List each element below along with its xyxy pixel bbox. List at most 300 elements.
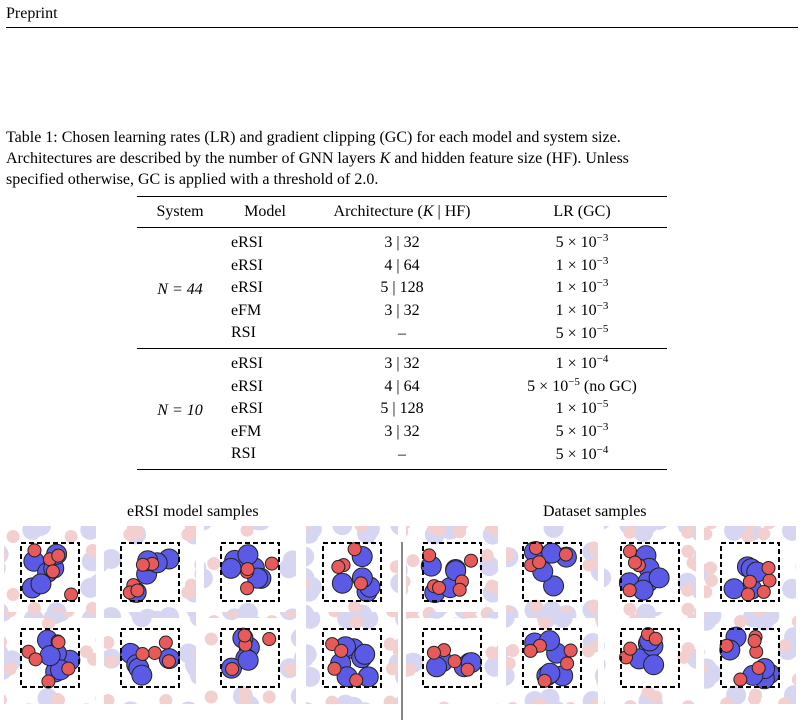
ghost-particle (699, 527, 712, 540)
ghost-particle (412, 524, 425, 532)
ghost-particle (180, 687, 193, 700)
small-particle (453, 583, 466, 596)
ghost-particle (707, 690, 720, 703)
left-figure-title: eRSI model samples (127, 503, 259, 520)
ghost-particle (692, 703, 705, 716)
ghost-particle (644, 713, 664, 724)
ghost-particle (369, 704, 382, 717)
ghost-particle (296, 577, 309, 590)
ghost-particle (694, 603, 707, 616)
ghost-particle (0, 646, 2, 666)
large-particle (332, 573, 352, 593)
ghost-particle (195, 524, 215, 526)
ghost-particle (519, 663, 532, 676)
ghost-particle (238, 708, 258, 724)
ghost-particle (297, 702, 317, 722)
ghost-particle (591, 524, 611, 530)
ghost-particle (701, 694, 721, 714)
ghost-particle (598, 689, 618, 709)
ghost-particle (104, 701, 124, 721)
ghost-particle (475, 620, 495, 640)
ghost-particle (104, 720, 124, 724)
ghost-particle (104, 623, 117, 636)
small-particle (465, 554, 478, 567)
ghost-particle (683, 617, 703, 637)
ghost-particle (619, 715, 632, 724)
ghost-particle (402, 697, 422, 717)
ghost-particle (131, 526, 144, 539)
ghost-particle (742, 530, 755, 543)
ghost-particle (0, 701, 8, 721)
ghost-particle (159, 578, 172, 591)
learning-rate-table (137, 196, 667, 470)
small-particle (757, 585, 770, 598)
ghost-particle (591, 556, 604, 569)
ghost-particle (397, 633, 410, 646)
ghost-particle (512, 715, 532, 724)
cell-model: eFM (231, 301, 262, 319)
ghost-particle (0, 718, 13, 724)
ghost-particle (60, 708, 80, 724)
ghost-particle (562, 593, 575, 606)
small-particle (265, 557, 278, 570)
small-particle (427, 646, 440, 659)
ghost-particle (90, 704, 103, 717)
ghost-particle (623, 603, 636, 616)
ghost-particle (624, 700, 637, 713)
ghost-particle (586, 655, 606, 675)
ghost-particle (697, 717, 717, 724)
caption-line-3: specified otherwise, GC is applied with a threshold of 2.0. (6, 171, 379, 188)
caption-line-1: Table 1: Chosen learning rates (LR) and gradient clipping (GC) for each model and system size. (6, 129, 621, 146)
ghost-particle (284, 662, 297, 675)
small-particle (423, 549, 436, 562)
ghost-particle (390, 713, 403, 724)
ghost-particle (427, 715, 447, 724)
ghost-particle (180, 629, 193, 642)
ghost-particle (513, 575, 526, 588)
ghost-particle (800, 588, 804, 601)
ghost-particle (582, 586, 595, 599)
large-particle (724, 579, 744, 599)
small-particle (649, 632, 662, 645)
ghost-particle (403, 595, 423, 615)
ghost-particle (704, 561, 717, 574)
small-particle (162, 655, 175, 668)
ghost-particle (480, 616, 493, 629)
small-particle (29, 653, 42, 666)
cell-lr: $1 \times 10^{-3}$ (555, 254, 609, 274)
ghost-particle (702, 713, 722, 724)
ghost-particle (104, 713, 117, 724)
ghost-particle (687, 707, 707, 724)
ghost-particle (605, 701, 625, 721)
ghost-particle (533, 697, 546, 710)
ghost-particle (538, 616, 551, 629)
ghost-particle (681, 545, 694, 558)
ghost-particle (566, 584, 579, 597)
ghost-particle (596, 674, 609, 687)
ghost-particle (335, 702, 348, 715)
ghost-particle (294, 568, 314, 588)
ghost-particle (187, 600, 207, 620)
ghost-particle (148, 704, 161, 717)
cell-lr: $5 \times 10^{-4}$ (555, 443, 609, 463)
cell-architecture: 3 | 32 (384, 355, 420, 373)
ghost-particle (454, 715, 474, 724)
cell-lr: $5 \times 10^{-5}$ (no GC) (527, 375, 637, 395)
ghost-particle (0, 577, 6, 590)
ghost-particle (800, 530, 804, 543)
ghost-particle (524, 586, 537, 599)
ghost-particle (206, 646, 219, 659)
small-particle (762, 561, 775, 574)
cell-model: eRSI (231, 377, 263, 395)
ghost-particle (207, 615, 220, 628)
small-particle (538, 674, 551, 687)
ghost-particle (485, 646, 498, 659)
ghost-particle (120, 720, 133, 724)
ghost-particle (698, 689, 718, 709)
small-particle (350, 674, 363, 687)
ghost-particle (682, 642, 695, 655)
small-particle (335, 644, 348, 657)
ghost-particle (410, 706, 430, 724)
ghost-particle (0, 636, 7, 649)
ghost-particle (162, 713, 175, 724)
ghost-particle (95, 572, 115, 592)
ghost-particle (183, 623, 196, 636)
ghost-particle (69, 713, 89, 724)
ghost-particle (720, 697, 733, 710)
ghost-particle (694, 661, 707, 674)
cell-system: N = 44 (157, 280, 203, 298)
ghost-particle (180, 708, 200, 724)
large-particle (132, 665, 152, 685)
ghost-particle (649, 690, 662, 703)
large-particle (238, 545, 258, 565)
ghost-particle (571, 707, 591, 724)
ghost-particle (80, 703, 93, 716)
ghost-particle (277, 702, 290, 715)
small-particle (448, 655, 461, 668)
ghost-particle (697, 640, 717, 660)
ghost-particle (4, 720, 17, 724)
ghost-particle (461, 595, 481, 615)
ghost-particle (7, 530, 20, 543)
ghost-particle (326, 696, 339, 709)
ghost-particle (750, 703, 763, 716)
ghost-particle (46, 701, 66, 721)
ghost-particle (778, 697, 791, 710)
ghost-particle (503, 715, 516, 724)
ghost-particle (413, 702, 433, 722)
ghost-particle (580, 524, 600, 534)
cell-lr: $5 \times 10^{-5}$ (555, 322, 609, 342)
ghost-particle (678, 709, 691, 722)
ghost-particle (120, 701, 140, 721)
ghost-particle (564, 702, 577, 715)
small-particle (354, 577, 367, 590)
small-particle (148, 646, 161, 659)
ghost-particle (0, 578, 7, 591)
ghost-particle (300, 667, 320, 687)
ghost-particle (752, 603, 765, 616)
ghost-particle (591, 697, 604, 710)
ghost-particle (390, 597, 403, 610)
cell-architecture: 4 | 64 (384, 256, 420, 274)
ghost-particle (696, 692, 716, 712)
ghost-particle (137, 524, 157, 526)
ghost-particle (98, 704, 118, 724)
ghost-particle (438, 702, 451, 715)
cell-lr: $5 \times 10^{-3}$ (555, 232, 609, 252)
ghost-particle (328, 604, 341, 617)
small-particle (348, 543, 361, 556)
ghost-particle (800, 524, 804, 541)
ghost-particle (724, 524, 744, 541)
ghost-particle (194, 616, 207, 629)
cell-lr: $1 \times 10^{-4}$ (555, 353, 609, 373)
ghost-particle (795, 557, 804, 577)
ghost-particle (352, 706, 372, 724)
small-particle (742, 588, 755, 601)
ghost-particle (582, 573, 602, 593)
ghost-particle (403, 663, 416, 676)
small-particle (238, 629, 251, 642)
ghost-particle (185, 713, 205, 724)
small-particle (524, 644, 537, 657)
ghost-particle (187, 716, 207, 724)
ghost-particle (205, 691, 218, 704)
small-particle (131, 584, 144, 597)
ghost-particle (691, 689, 704, 702)
ghost-particle (799, 617, 804, 637)
ghost-particle (403, 605, 416, 618)
ghost-particle (778, 639, 791, 652)
right-figure-title: Dataset samples (543, 503, 647, 520)
header-model: Model (244, 203, 286, 220)
ghost-particle (466, 702, 479, 715)
ghost-particle (748, 692, 761, 705)
ghost-particle (187, 658, 207, 678)
ghost-particle (277, 579, 297, 599)
cell-model: eFM (231, 422, 262, 440)
ghost-particle (629, 707, 649, 724)
ghost-particle (427, 704, 440, 717)
cell-architecture: 3 | 32 (384, 423, 420, 441)
ghost-particle (461, 711, 481, 724)
ghost-particle (118, 708, 138, 724)
ghost-particle (632, 617, 645, 630)
ghost-particle (506, 586, 519, 599)
ghost-particle (681, 603, 694, 616)
ghost-particle (699, 585, 712, 598)
ghost-particle (393, 644, 406, 657)
large-particle (31, 574, 51, 594)
large-particle (649, 568, 669, 588)
ghost-particle (701, 636, 721, 656)
ghost-particle (800, 637, 804, 657)
small-particle (461, 663, 474, 676)
ghost-particle (194, 706, 207, 719)
ghost-particle (86, 544, 99, 557)
ghost-particle (51, 718, 71, 724)
ghost-particle (705, 632, 718, 645)
ghost-particle (561, 524, 581, 535)
table-body (137, 228, 667, 470)
ghost-particle (100, 675, 113, 688)
ghost-particle (565, 526, 578, 539)
ghost-particle (238, 687, 251, 700)
ghost-particle (511, 525, 524, 538)
ghost-particle (506, 644, 519, 657)
ghost-particle (565, 584, 578, 597)
ghost-particle (52, 694, 65, 707)
ghost-particle (220, 597, 233, 610)
ghost-particle (453, 641, 466, 654)
ghost-particle (87, 653, 100, 666)
ghost-particle (294, 547, 314, 567)
ghost-particle (397, 524, 410, 530)
ghost-particle (681, 526, 694, 539)
ghost-particle (22, 703, 35, 716)
ghost-particle (0, 623, 1, 636)
ghost-particle (598, 663, 618, 683)
ghost-particle (78, 616, 91, 629)
small-particle (623, 584, 636, 597)
ghost-particle (397, 575, 410, 588)
ghost-particle (183, 563, 196, 576)
cell-architecture: 3 | 32 (384, 234, 420, 252)
ghost-particle (7, 588, 20, 601)
ghost-particle (448, 597, 461, 610)
ghost-particle (582, 644, 595, 657)
ghost-particle (583, 575, 603, 595)
ghost-particle (332, 524, 352, 535)
ghost-particle (587, 600, 600, 613)
ghost-particle (389, 711, 409, 724)
ghost-particle (547, 701, 567, 721)
ghost-particle (697, 698, 717, 718)
small-particle (52, 636, 65, 649)
ghost-particle (296, 629, 309, 642)
ghost-particle (489, 701, 509, 721)
cell-model: eRSI (231, 400, 263, 418)
ghost-particle (127, 713, 147, 724)
ghost-particle (101, 636, 114, 649)
ghost-particle (181, 696, 201, 716)
ghost-particle (297, 696, 317, 716)
small-particle (62, 662, 75, 675)
ghost-particle (62, 720, 75, 724)
ghost-particle (189, 584, 202, 597)
small-particle (28, 544, 41, 557)
ghost-particle (284, 720, 297, 724)
ghost-particle (501, 548, 514, 561)
ghost-particle (696, 630, 716, 650)
cell-model: eRSI (231, 234, 263, 251)
ghost-particle (79, 524, 99, 526)
ghost-particle (600, 543, 620, 563)
ghost-particle (598, 631, 618, 651)
ghost-particle (561, 573, 581, 593)
ghost-particle (575, 580, 595, 600)
ghost-particle (217, 578, 230, 591)
small-particle (136, 648, 149, 661)
cell-model: eRSI (231, 279, 263, 297)
ghost-particle (506, 713, 519, 724)
ghost-particle (455, 633, 468, 646)
ghost-particle (163, 616, 183, 636)
ghost-particle (0, 694, 7, 707)
ghost-particle (100, 617, 113, 630)
ghost-particle (676, 615, 689, 628)
ghost-particle (178, 701, 198, 721)
ghost-particle (498, 524, 518, 540)
ghost-particle (274, 631, 294, 651)
ghost-particle (485, 657, 505, 677)
ghost-particle (503, 657, 516, 670)
ghost-particle (757, 527, 770, 540)
ghost-particle (792, 673, 804, 686)
ghost-particle (220, 713, 233, 724)
small-particle (748, 634, 761, 647)
ghost-particle (782, 524, 802, 541)
ghost-particle (190, 665, 210, 685)
ghost-particle (40, 704, 60, 724)
ghost-particle (705, 574, 718, 587)
ghost-particle (46, 720, 66, 724)
ghost-particle (506, 702, 519, 715)
cell-model: eRSI (231, 256, 263, 274)
ghost-particle (676, 673, 689, 686)
ghost-particle (691, 631, 704, 644)
ghost-particle (600, 601, 620, 621)
cell-architecture: 3 | 32 (384, 302, 420, 320)
ghost-particle (71, 716, 91, 724)
large-particle (644, 655, 664, 675)
small-particle (533, 556, 546, 569)
ghost-particle (180, 545, 200, 565)
small-particle (624, 642, 637, 655)
ghost-particle (164, 716, 184, 724)
ghost-particle (393, 695, 413, 715)
ghost-particle (566, 700, 579, 713)
ghost-particle (159, 694, 172, 707)
cell-model: RSI (231, 324, 256, 342)
ghost-particle (335, 695, 355, 715)
small-particle (433, 581, 446, 594)
ghost-particle (686, 556, 699, 569)
ghost-particle (491, 581, 504, 594)
ghost-particle (328, 720, 341, 724)
ghost-particle (795, 615, 804, 635)
ghost-particle (485, 704, 498, 717)
ghost-particle (696, 634, 716, 654)
small-particle (332, 560, 345, 573)
cell-model: RSI (231, 445, 256, 463)
ghost-particle (386, 662, 399, 675)
ghost-particle (2, 708, 22, 724)
cell-architecture: 5 | 128 (380, 400, 424, 418)
ghost-particle (236, 706, 256, 724)
ghost-particle (574, 617, 587, 630)
ghost-particle (586, 713, 606, 724)
large-particle (355, 644, 375, 664)
ghost-particle (206, 704, 219, 717)
samples-figure (0, 524, 804, 724)
